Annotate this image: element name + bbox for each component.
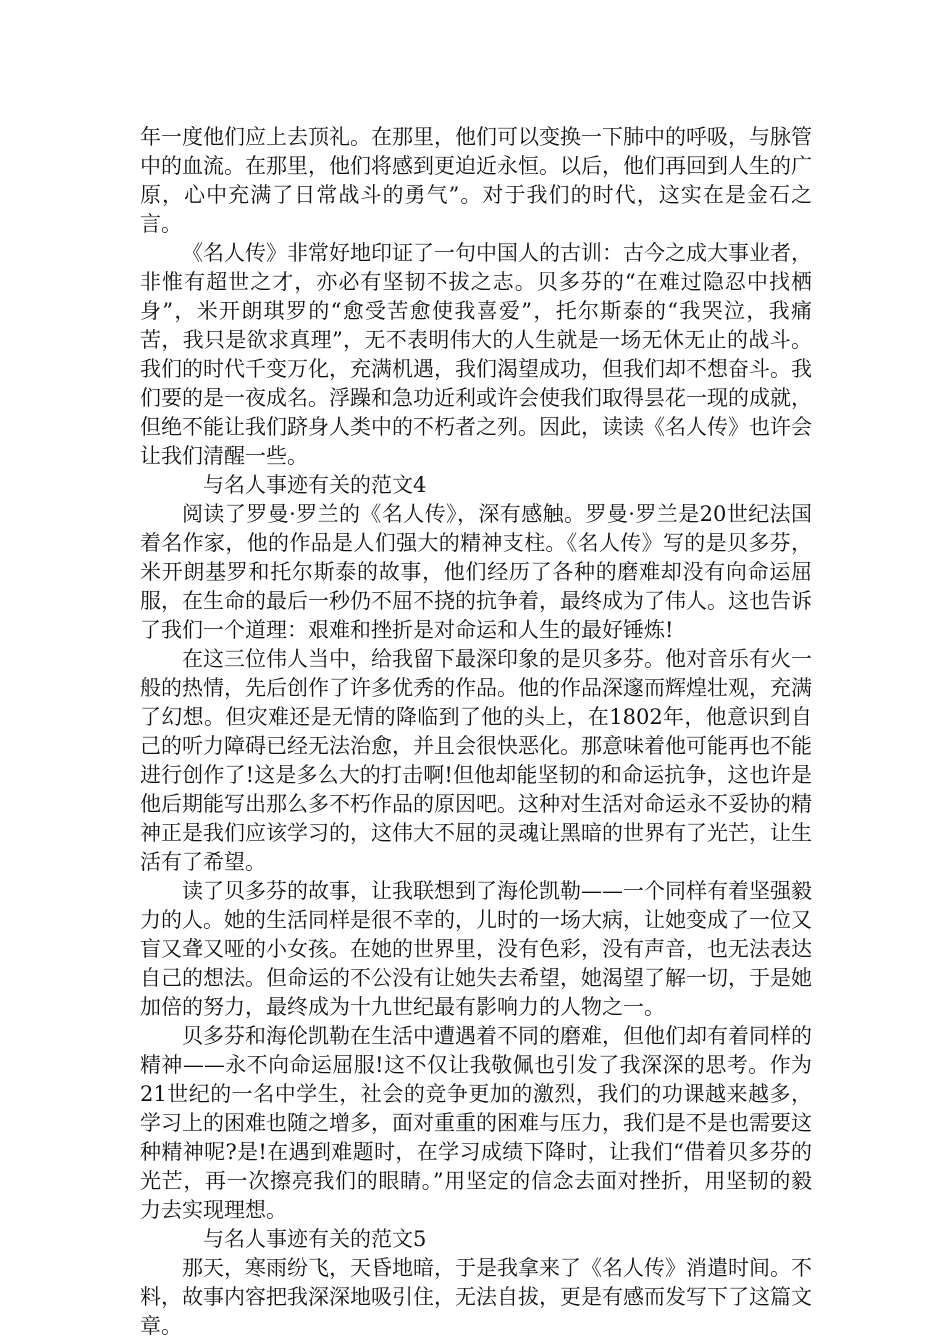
paragraph-beethoven: 在这三位伟人当中，给我留下最深印象的是贝多芬。他对音乐有火一般的热情，先后创作了许多优秀的作品。他的作品深邃而辉煌壮观，充满了幻想。但灾难还是无情的降临到了他的头上，在1802年，他意识到自己的听力障碍已经无法治愈，并且会很快恶化。那意味着他可能再也不能进行创作了!这是多么大的打击啊!但他却能坚韧的和命运抗争，这也许是他后期能写出那么多不朽作品的原因吧。这种对生活对命运永不妥协的精神正是我们应该学习的，这伟大不屈的灵魂让黑暗的世界有了光芒，让生活有了希望。 bbox=[140, 647, 812, 874]
paragraph-helen-keller: 读了贝多芬的故事，让我联想到了海伦凯勒——一个同样有着坚强毅力的人。她的生活同样是很不幸的，儿时的一场大病，让她变成了一位又盲又聋又哑的小女孩。在她的世界里，没有色彩，没有声音，也无法表达自己的想法。但命运的不公没有让她失去希望，她渴望了解一切，于是她加倍的努力，最终成为十九世纪最有影响力的人物之一。 bbox=[140, 879, 812, 1019]
paragraph-rainy-day: 那天，寒雨纷飞，天昏地暗，于是我拿来了《名人传》消遣时间。不料，故事内容把我深深地吸引住，无法自拔，更是有感而发写下了这篇文章。 bbox=[140, 1256, 812, 1338]
paragraph-continued: 年一度他们应上去顶礼。在那里，他们可以变换一下肺中的呼吸，与脉管中的血流。在那里，他们将感到更迫近永恒。以后，他们再回到人生的广原，心中充满了日常战斗的勇气”。对于我们的时代，这实在是金石之言。 bbox=[140, 125, 812, 236]
document-body bbox=[140, 123, 812, 1341]
section-heading-fanwen-5: 与名人事迹有关的范文5 bbox=[203, 1227, 427, 1251]
paragraph-reading-intro: 阅读了罗曼·罗兰的《名人传》，深有感触。罗曼·罗兰是20世纪法国着名作家，他的作品是人们强大的精神支柱。《名人传》写的是贝多芬，米开朗基罗和托尔斯泰的故事，他们经历了各种的磨难却没有向命运屈服，在生命的最后一秒仍不屈不挠的抗争着，最终成为了伟人。这也告诉了我们一个道理：艰难和挫折是对命运和人生的最好锤炼! bbox=[140, 502, 812, 642]
paragraph-mingrenzhuan-reflection: 《名人传》非常好地印证了一句中国人的古训：古今之成大事业者，非惟有超世之才，亦必有坚韧不拔之志。贝多芬的“在难过隐忍中找栖身”，米开朗琪罗的“愈受苦愈使我喜爱”，托尔斯泰的“我哭泣，我痛苦，我只是欲求真理”，无不表明伟大的人生就是一场无休无止的战斗。我们的时代千变万化，充满机遇，我们渴望成功，但我们却不想奋斗。我们要的是一夜成名。浮躁和急功近利或许会使我们取得昙花一现的成就，但绝不能让我们跻身人类中的不朽者之列。因此，读读《名人传》也许会让我们清醒一些。 bbox=[140, 241, 812, 468]
section-heading-fanwen-4: 与名人事迹有关的范文4 bbox=[203, 473, 427, 497]
paragraph-reflection: 贝多芬和海伦凯勒在生活中遭遇着不同的磨难，但他们却有着同样的精神——永不向命运屈服!这不仅让我敬佩也引发了我深深的思考。作为21世纪的一名中学生，社会的竞争更加的激烈，我们的功课越来越多，学习上的困难也随之增多，面对重重的困难与压力，我们是不是也需要这种精神呢?是!在遇到难题时，在学习成绩下降时，让我们“借着贝多芬的光芒，再一次擦亮我们的眼睛。”用坚定的信念去面对挫折，用坚韧的毅力去实现理想。 bbox=[140, 1024, 812, 1222]
